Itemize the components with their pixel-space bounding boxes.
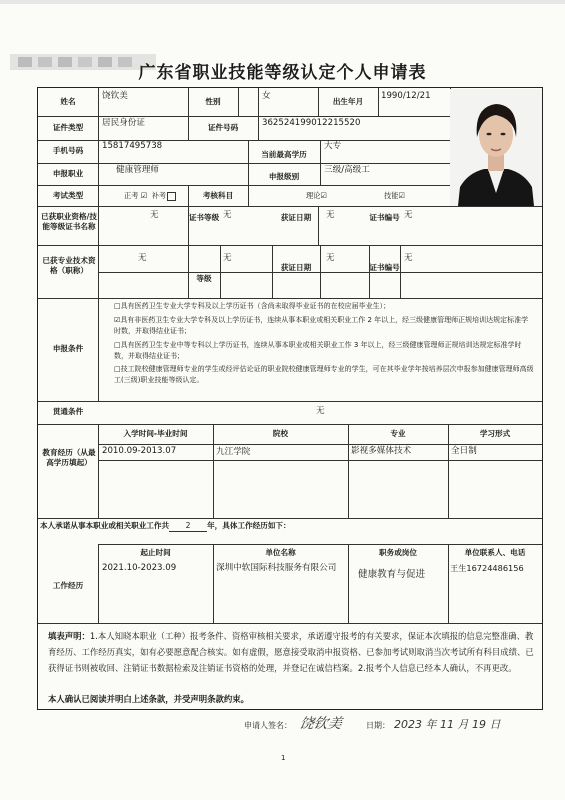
label-name: 姓名 [60,97,76,106]
confirm-statement: 本人确认已阅读并明白上述条款，并受声明条款约束。 [48,694,249,704]
value-birth: 1990/12/21 [381,91,431,101]
label-id-type: 证件类型 [52,123,84,132]
qual-cert-date: 无 [326,210,335,220]
condition-2: ☑具有非医药卫生专业大学专科及以上学历证书，连续从事本职业或相关职业工作 2 年以上，经三级健康管理师正规培训达规定标准学时数，并取得结业证书； [114,316,529,335]
through-value: 无 [316,406,325,416]
tech-cert-level: 无 [223,253,232,263]
work-col-company: 单位名称 [265,548,296,557]
label-tech-date: 获证日期 [280,263,312,272]
edu-col-form: 学习形式 [479,429,511,438]
signature: 饶钦美 [298,716,344,732]
label-tech-level: 等级 [196,274,212,283]
work-row-position: 健康教育与促进 [358,569,426,580]
label-cert-no: 证书编号 [369,213,400,222]
edu-row-period: 2010.09-2013.07 [102,446,177,456]
form-title: 广东省职业技能等级认定个人申请表 [138,63,427,83]
exam-skill: 技能☑ [384,191,405,200]
label-id-no: 证件号码 [207,123,239,132]
label-edu-history: 教育经历（从最高学历填起） [42,448,96,467]
exam-theory: 理论☑ [306,191,327,200]
value-level: 三级/高级工 [324,165,370,175]
value-job: 健康管理师 [116,165,159,175]
label-cert-level: 证书等级 [188,213,220,222]
portrait-image [450,89,542,206]
label-work-history: 工作经历 [52,581,84,590]
declaration: 填表声明：1.本人知晓本职业（工种）报考条件、资格审核相关要求，承诺遵守报考的有关要求，保证本次填报的信息完整准确、教育经历、工作经历真实，如有必要愿意配合核实。如有虚假，愿意接受取消申报资格、已参加考试则取消当次考试所有科目成绩、已获得证书则被收回、注销证书数据检索及注销证书资格的处理，并登记在诚信档案。2.报考个人信息已经本人确认，不再更改。 [48,631,534,673]
label-job: 申报职业 [52,169,84,178]
scan-edge [0,0,565,4]
work-col-position: 职务或岗位 [379,548,417,557]
label-exam-type: 考试类型 [52,191,84,200]
edu-row-school: 九江学院 [216,447,251,457]
label-exam-subject: 考核科目 [202,191,234,200]
work-col-contact: 单位联系人、电话 [464,548,526,557]
work-row-company: 深圳中软国际科技服务有限公司 [216,563,337,573]
label-education: 当前最高学历 [261,150,307,159]
tech-cert-name: 无 [138,253,147,263]
page-number: 1 [281,754,286,762]
work-statement: 本人承诺从事本职业或相关职业工作共 2 年，具体工作经历如下： [40,521,291,530]
applicant-photo [450,89,542,206]
value-gender: 女 [262,91,271,101]
value-id-no: 362524199012215520 [262,118,361,128]
label-birth: 出生年月 [332,97,364,106]
label-phone: 手机号码 [52,146,84,155]
work-row-period: 2021.10-2023.09 [102,563,177,573]
edu-col-school: 院校 [272,429,289,438]
exam-regular: 正考 ☑ 补考 [124,191,177,201]
qual-cert-no: 无 [404,210,413,220]
label-gender: 性别 [205,97,221,106]
qual-cert-level: 无 [223,210,232,220]
label-date: 日期： [366,721,390,730]
label-conditions: 申报条件 [52,344,84,353]
work-row-contact: 王生16724486156 [450,563,524,573]
label-through: 贯通条件 [52,407,84,416]
label-tech-no: 证书编号 [369,263,400,272]
value-phone: 15817495738 [102,141,163,151]
work-col-period: 起止时间 [140,548,171,557]
edu-col-period: 入学时间-毕业时间 [123,429,188,438]
label-tech-cert: 已获专业技术资格（职称） [42,256,96,275]
label-issue-date: 获证日期 [280,213,312,222]
edu-row-major: 影视多媒体技术 [351,446,412,456]
sign-date: 2023 年 11 月 19 日 [394,718,501,731]
label-applicant-sign: 申请人签名： [244,721,292,730]
condition-1: □具有医药卫生专业大学专科及以上学历证书（含尚未取得毕业证书的在校应届毕业生）； [114,302,391,310]
application-form [37,87,543,710]
tech-cert-no: 无 [404,253,413,263]
condition-3: □具有医药卫生专业中等专科以上学历证书，连续从事本职业或相关职业工作 3 年以上，经三级健康管理师正规培训达规定标准学时数，并取得结业证书； [114,341,522,360]
qual-cert-name: 无 [150,210,159,220]
value-id-type: 居民身份证 [102,118,145,128]
tech-cert-date: 无 [326,253,335,263]
label-level: 申报级别 [268,172,300,181]
edu-col-major: 专业 [390,429,406,438]
condition-4: □技工院校健康管理师专业的学生或经评估论证的职业院校健康管理师专业的学生，可在其毕业学年按培养层次申报参加健康管理师高级工(三级)职业技能等级认定。 [114,365,534,384]
value-name: 饶钦美 [102,91,128,101]
value-education: 大专 [324,141,342,151]
label-qual-cert: 已获职业资格/技能等级证书名称 [41,212,97,231]
edu-row-form: 全日制 [451,446,477,456]
